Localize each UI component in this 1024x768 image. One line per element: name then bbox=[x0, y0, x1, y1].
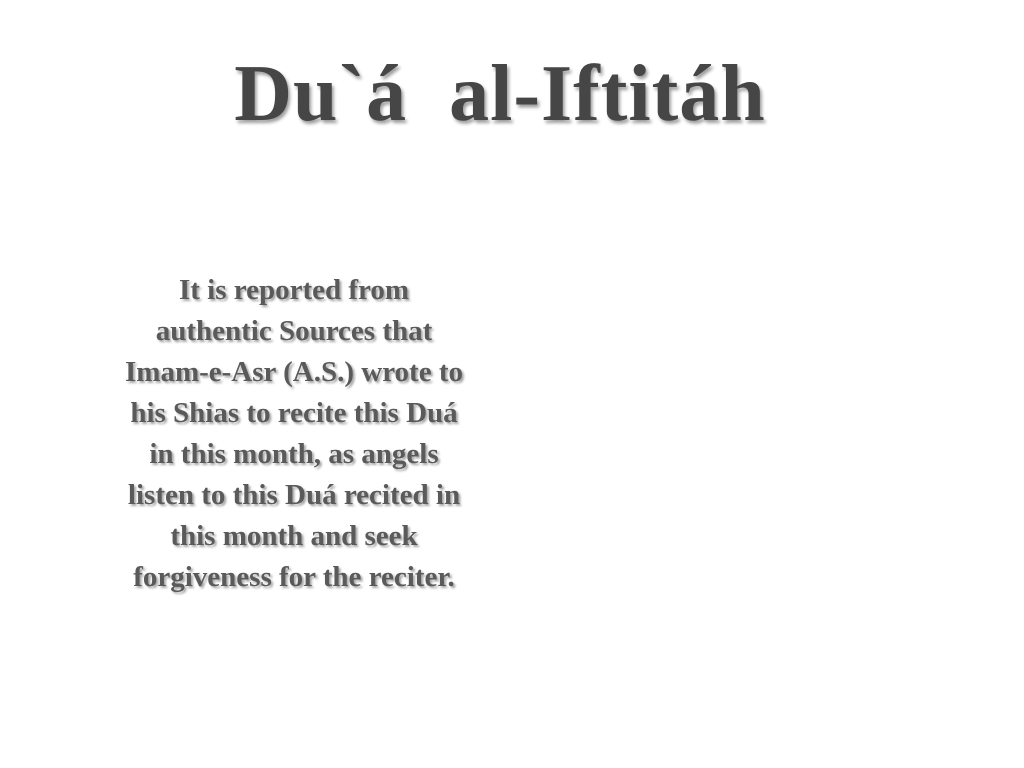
body-line: authentic Sources that bbox=[155, 315, 433, 347]
slide-title: Du`á al-Iftitáh bbox=[234, 50, 766, 138]
slide-body-text bbox=[86, 270, 502, 598]
body-line: in this month, as angels bbox=[149, 438, 439, 470]
body-line: forgiveness for the reciter. bbox=[133, 561, 455, 593]
body-line: Imam-e-Asr (A.S.) wrote to bbox=[125, 356, 463, 388]
body-line: listen to this Duá recited in bbox=[127, 479, 461, 511]
body-line: this month and seek bbox=[170, 520, 418, 552]
body-line: his Shias to recite this Duá bbox=[130, 397, 458, 429]
body-line: It is reported from bbox=[178, 274, 410, 306]
